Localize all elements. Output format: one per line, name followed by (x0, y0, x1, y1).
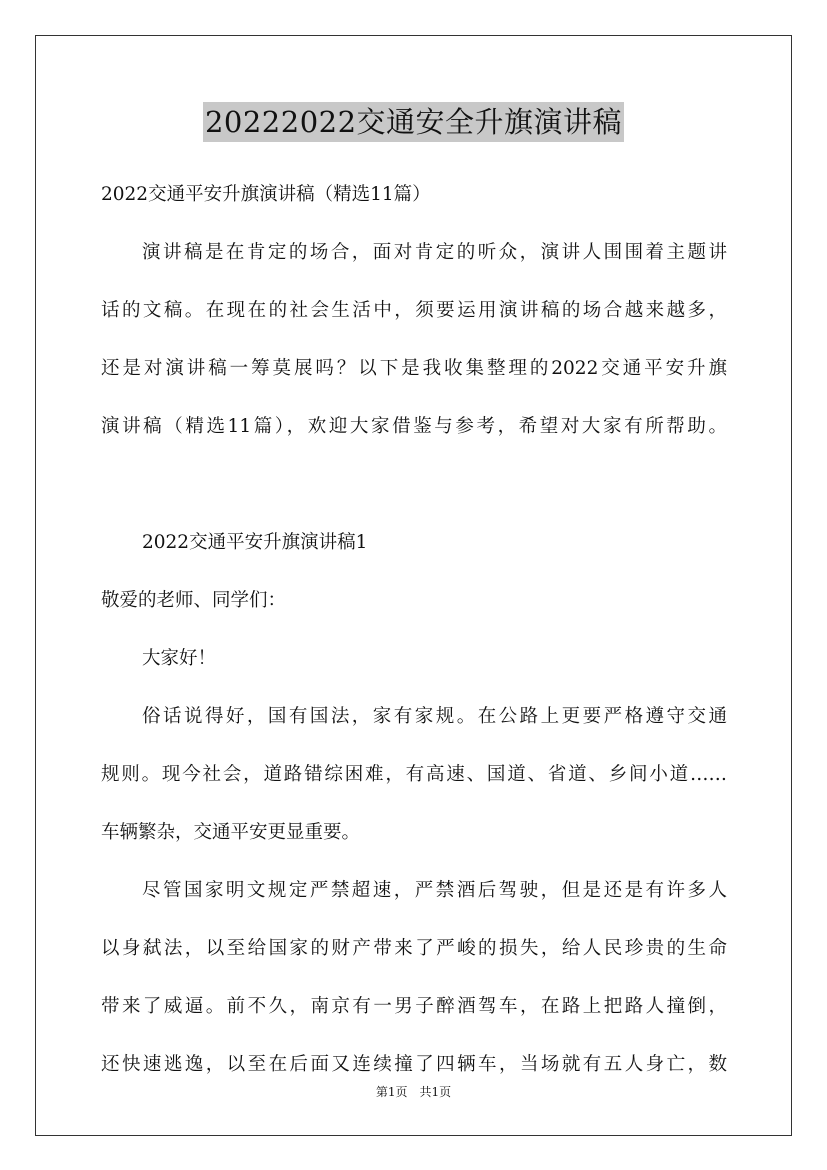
paragraph-line: 还快速逃逸，以至在后面又连续撞了四辆车，当场就有五人身亡，数 (101, 1054, 727, 1075)
paragraph-line: 尽管国家明文规定严禁超速，严禁酒后驾驶，但是还是有许多人 (142, 880, 727, 901)
blank-line (101, 468, 727, 526)
paragraph-line: 规则。现今社会，道路错综困难，有高速、国道、省道、乡间小道…… (101, 764, 727, 785)
paragraph-line: 还是对演讲稿一筹莫展吗？以下是我收集整理的2022交通平安升旗 (101, 358, 727, 379)
page-footer (0, 1083, 827, 1100)
section-heading: 2022交通平安升旗演讲稿1 (142, 532, 368, 553)
document-body (101, 178, 727, 1106)
paragraph-line: 以身弑法，以至给国家的财产带来了严峻的损失，给人民珍贵的生命 (101, 938, 727, 959)
document-subtitle: 2022交通平安升旗演讲稿（精选11篇） (101, 184, 431, 205)
title-area (0, 102, 827, 142)
paragraph-line: 话的文稿。在现在的社会生活中，须要运用演讲稿的场合越来越多， (101, 300, 727, 321)
greeting: 大家好！ (142, 648, 217, 669)
paragraph-line: 演讲稿是在肯定的场合，面对肯定的听众，演讲人围围着主题讲 (142, 242, 727, 263)
document-title: 20222022交通安全升旗演讲稿 (203, 102, 624, 142)
salutation: 敬爱的老师、同学们： (101, 590, 287, 611)
paragraph-line: 带来了威逼。前不久，南京有一男子醉酒驾车，在路上把路人撞倒， (101, 996, 727, 1017)
page-number-label: 第1页 共1页 (375, 1085, 452, 1099)
paragraph-line: 俗话说得好，国有国法，家有家规。在公路上更要严格遵守交通 (142, 706, 727, 727)
paragraph-line: 车辆繁杂，交通平安更显重要。 (101, 822, 361, 843)
paragraph-line: 演讲稿（精选11篇），欢迎大家借鉴与参考，希望对大家有所帮助。 (101, 416, 727, 437)
